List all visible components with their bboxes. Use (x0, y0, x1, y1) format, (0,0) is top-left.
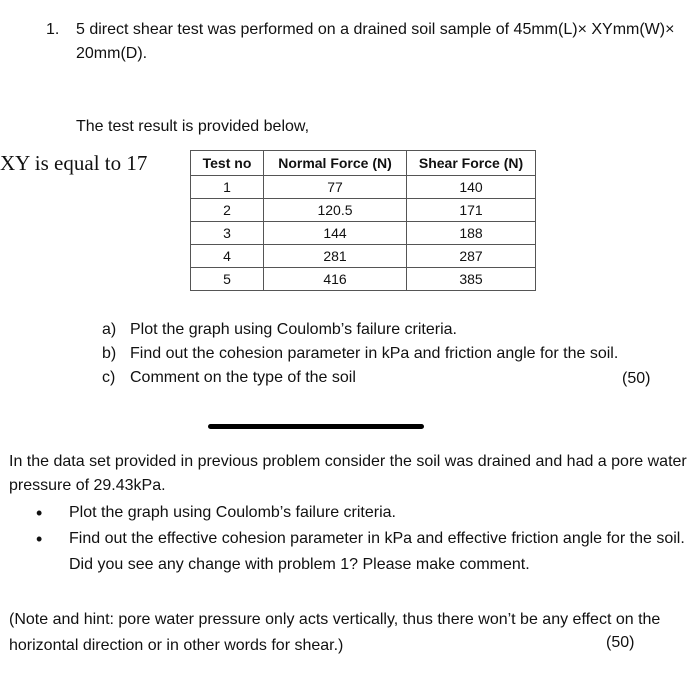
question-text-line2: 20mm(D). (76, 45, 148, 62)
cell-shear-force: 171 (407, 199, 536, 222)
problem-2-text: In the data set provided in previous problem consider the soil was drained and had a pore water pressure of 29.43kPa. (9, 453, 687, 494)
bullet-text: Find out the effective cohesion parameter in kPa and effective friction angle for the soil. Did you see any change with problem 1? Please make comment. (69, 530, 685, 573)
section-divider (208, 424, 424, 429)
hint-note: (Note and hint: pore water pressure only acts vertically, thus there won’t be any effect on the horizontal direction or in other words for shear.) (9, 611, 661, 654)
bullet-icon: • (36, 529, 43, 549)
list-item (36, 500, 696, 526)
parts-list (102, 318, 618, 390)
cell-normal-force: 416 (264, 268, 407, 291)
bullet-text: Plot the graph using Coulomb’s failure criteria. (69, 504, 396, 521)
table-header-row (191, 151, 536, 176)
cell-shear-force: 188 (407, 222, 536, 245)
table-row (191, 268, 536, 291)
table-row (191, 245, 536, 268)
cell-test-no: 4 (191, 245, 264, 268)
cell-test-no: 1 (191, 176, 264, 199)
cell-shear-force: 140 (407, 176, 536, 199)
cell-test-no: 3 (191, 222, 264, 245)
cell-normal-force: 120.5 (264, 199, 407, 222)
header-normal-force: Normal Force (N) (264, 151, 407, 176)
part-letter: b) (102, 345, 117, 362)
list-item (36, 526, 696, 578)
part-text: Plot the graph using Coulomb’s failure criteria. (130, 321, 457, 338)
part-text: Find out the cohesion parameter in kPa and friction angle for the soil. (130, 345, 619, 362)
part-text: Comment on the type of the soil (130, 369, 356, 386)
bullet-icon: • (36, 503, 43, 523)
test-results-table (190, 150, 536, 291)
list-item (102, 318, 618, 342)
bullet-list (36, 500, 696, 578)
cell-test-no: 5 (191, 268, 264, 291)
list-item (102, 366, 618, 390)
cell-normal-force: 144 (264, 222, 407, 245)
table-row (191, 222, 536, 245)
marks-problem-1: (50) (622, 370, 651, 387)
header-test-no: Test no (191, 151, 264, 176)
table-row (191, 199, 536, 222)
question-text-line1: 5 direct shear test was performed on a drained soil sample of 45mm(L)× XYmm(W)× (76, 21, 675, 38)
header-shear-force: Shear Force (N) (407, 151, 536, 176)
cell-shear-force: 385 (407, 268, 536, 291)
table-row (191, 176, 536, 199)
marks-problem-2: (50) (606, 634, 635, 651)
intro-text: The test result is provided below, (76, 118, 310, 135)
cell-test-no: 2 (191, 199, 264, 222)
list-item (102, 342, 618, 366)
part-letter: c) (102, 369, 116, 386)
xy-value-note: XY is equal to 17 (0, 151, 148, 175)
cell-normal-force: 77 (264, 176, 407, 199)
cell-normal-force: 281 (264, 245, 407, 268)
part-letter: a) (102, 321, 117, 338)
cell-shear-force: 287 (407, 245, 536, 268)
question-number: 1. (46, 21, 60, 38)
